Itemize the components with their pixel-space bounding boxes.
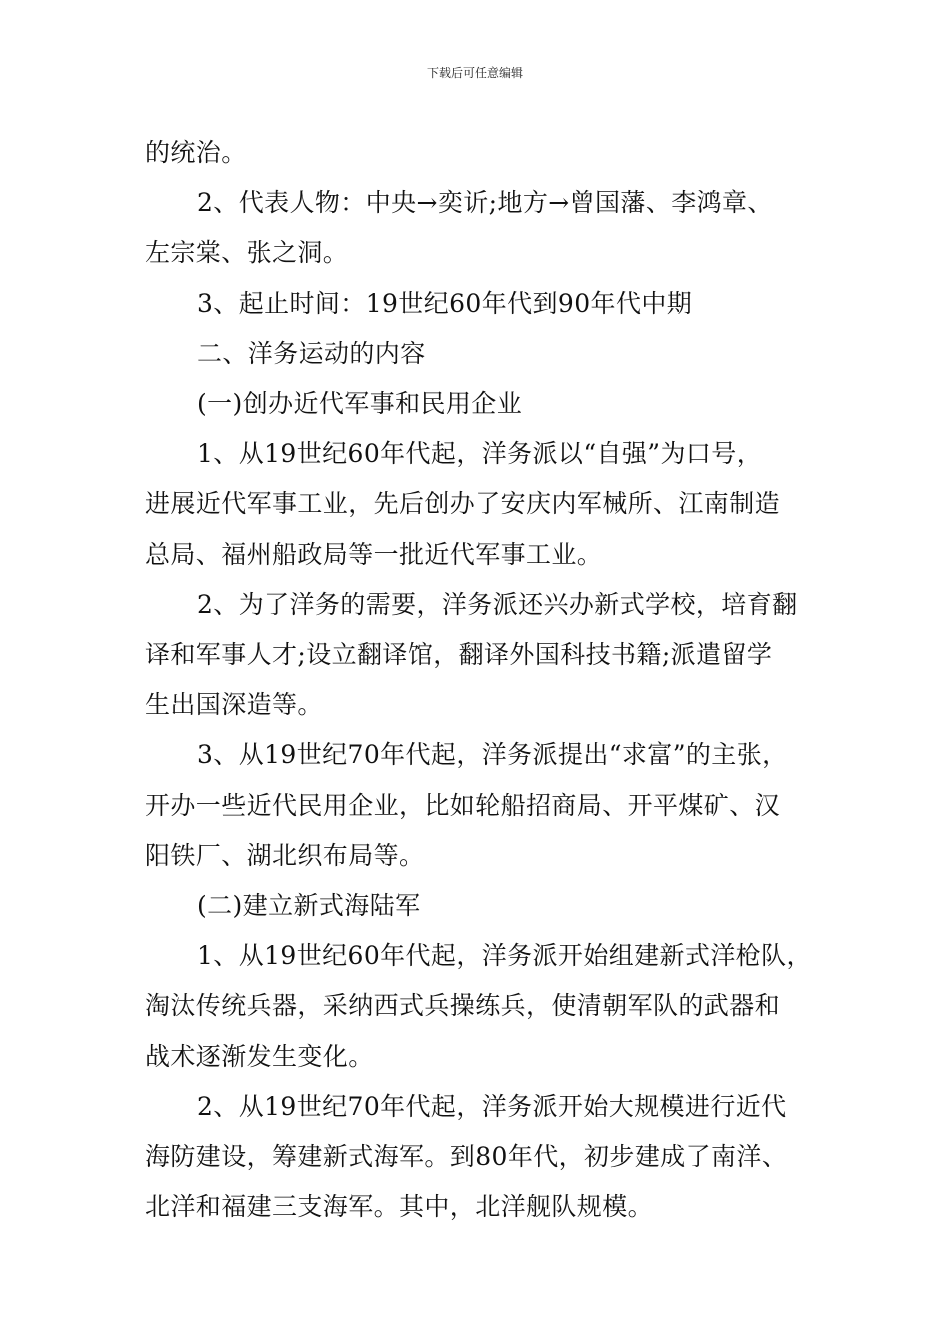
text-line: 海防建设，筹建新式海军。到80年代，初步建成了南洋、 xyxy=(145,1142,788,1172)
text-line: 左宗棠、张之洞。 xyxy=(145,238,349,268)
text-line: 开办一些近代民用企业，比如轮船招商局、开平煤矿、汉 xyxy=(145,790,781,820)
section-heading: 二、洋务运动的内容 xyxy=(197,338,426,368)
text-line: 2、从19世纪70年代起，洋务派开始大规模进行近代 xyxy=(197,1091,787,1121)
page-header-note: 下载后可任意编辑 xyxy=(426,66,523,80)
subsection-heading: (一)创办近代军事和民用企业 xyxy=(197,389,523,419)
text-line: 北洋和福建三支海军。其中，北洋舰队规模。 xyxy=(145,1192,654,1222)
text-line: 译和军事人才;设立翻译馆，翻译外国科技书籍;派遣留学 xyxy=(145,640,773,670)
text-line: 1、从19世纪60年代起，洋务派开始组建新式洋枪队， xyxy=(197,941,812,971)
text-line: 阳铁厂、湖北织布局等。 xyxy=(145,840,425,870)
text-line: 总局、福州船政局等一批近代军事工业。 xyxy=(145,539,603,569)
text-line: 淘汰传统兵器，采纳西式兵操练兵，使清朝军队的武器和 xyxy=(145,991,781,1021)
text-line: 2、代表人物：中央→奕䜣;地方→曾国藩、李鸿章、 xyxy=(197,188,773,218)
text-line: 生出国深造等。 xyxy=(145,690,323,720)
text-line: 进展近代军事工业，先后创办了安庆内军械所、江南制造 xyxy=(145,489,781,519)
text-line: 3、从19世纪70年代起，洋务派提出“求富”的主张， xyxy=(197,740,788,770)
text-line: 的统治。 xyxy=(145,138,247,167)
text-line: 1、从19世纪60年代起，洋务派以“自强”为口号， xyxy=(197,439,763,469)
text-line: 2、为了洋务的需要，洋务派还兴办新式学校，培育翻 xyxy=(197,589,798,619)
text-line: 战术逐渐发生变化。 xyxy=(145,1041,374,1071)
document-body xyxy=(145,128,825,1232)
subsection-heading: (二)建立新式海陆军 xyxy=(197,891,421,921)
text-line: 3、起止时间：19世纪60年代到90年代中期 xyxy=(197,288,693,318)
